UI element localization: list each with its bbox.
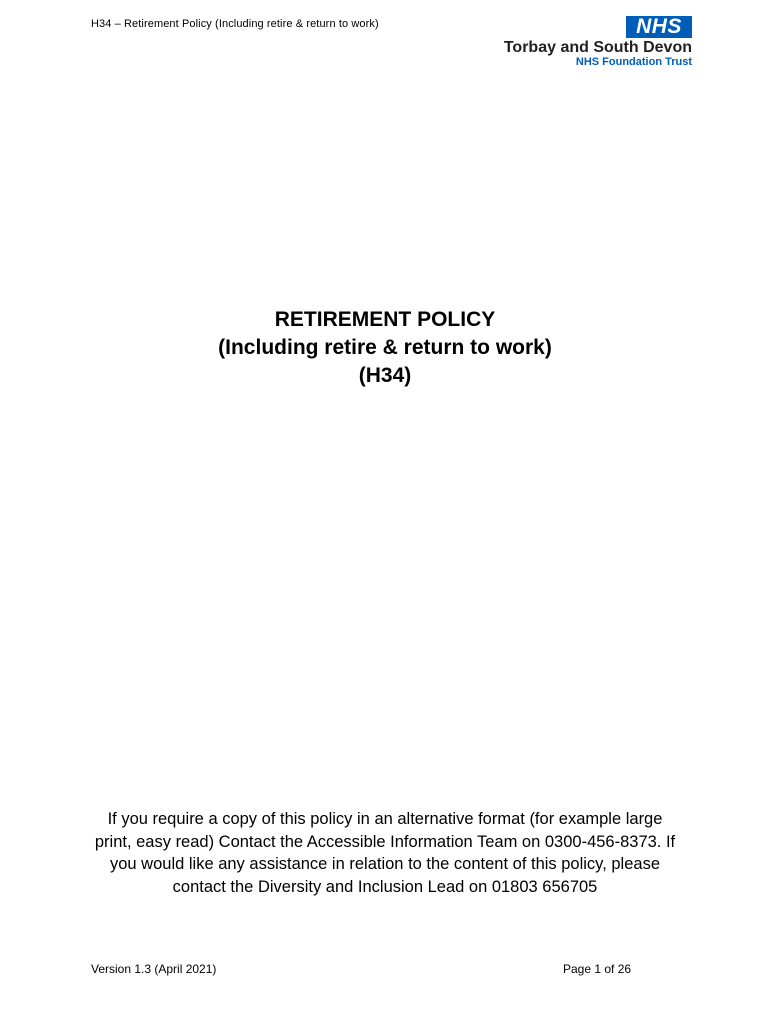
nhs-logo-box bbox=[626, 16, 692, 38]
nhs-logo-text: NHS bbox=[636, 15, 682, 38]
footer-page-number: Page 1 of 26 bbox=[563, 962, 632, 976]
nhs-trust-logo bbox=[470, 16, 692, 70]
accessibility-note: If you require a copy of this policy in an alternative format (for example large print, easy read) Contact the Accessible Information Team on 0300-456-8373. If you would like any assistance in relation to the content of this policy, please contact the Diversity and Inclusion Lead on 01803 656705 bbox=[94, 810, 676, 896]
running-header: H34 – Retirement Policy (Including retire & return to work) bbox=[91, 18, 379, 30]
trust-name: NHS Foundation Trust bbox=[575, 56, 692, 68]
document-title bbox=[0, 306, 770, 390]
title-line-3: (H34) bbox=[358, 364, 412, 387]
organisation-name: Torbay and South Devon bbox=[503, 39, 692, 56]
footer-version: Version 1.3 (April 2021) bbox=[91, 962, 217, 976]
title-line-2: (Including retire & return to work) bbox=[218, 336, 552, 359]
title-line-1: RETIREMENT POLICY bbox=[274, 308, 496, 331]
